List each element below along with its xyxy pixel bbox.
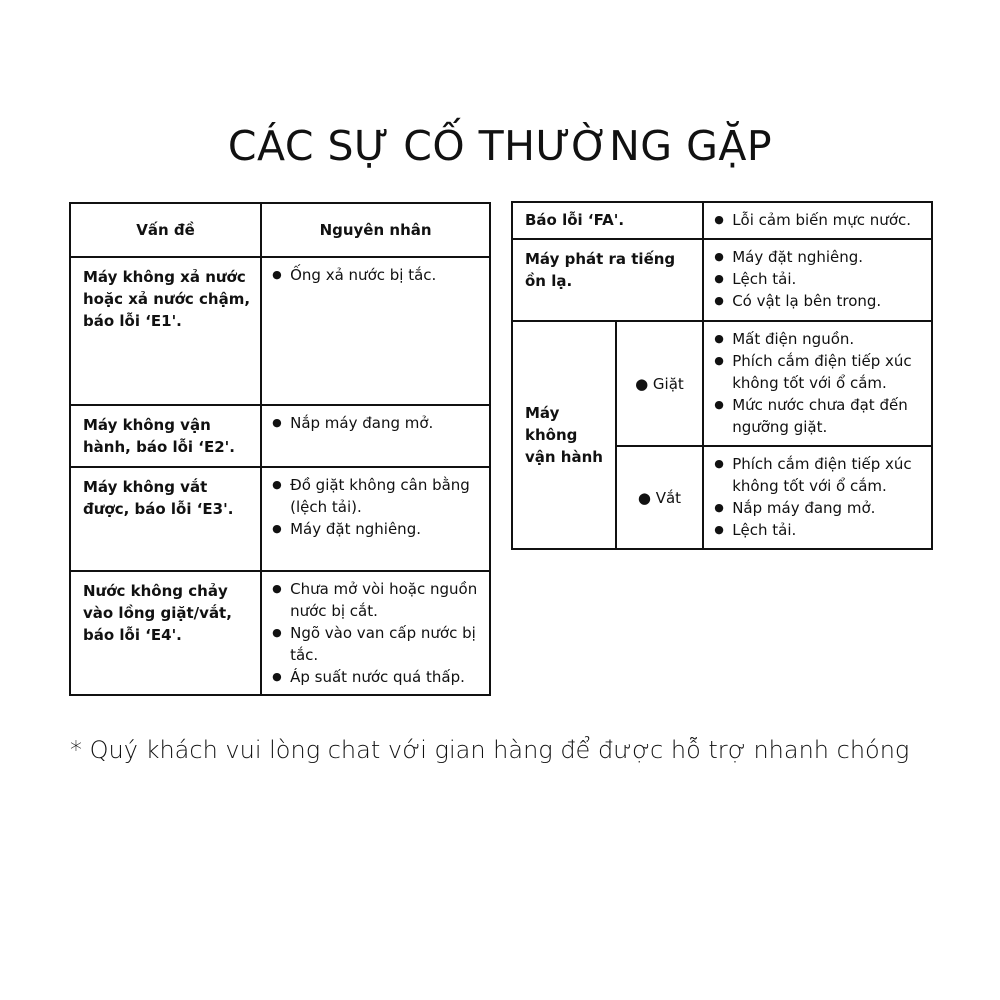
- cause-item: ● Nắp máy đang mở.: [714, 497, 923, 519]
- cause-item: ● Máy đặt nghiêng.: [272, 518, 481, 540]
- cause-item: ● Mức nước chưa đạt đến ngưỡng giặt.: [714, 394, 923, 438]
- cause-cell: [703, 446, 932, 549]
- cause-item: ● Mất điện nguồn.: [714, 328, 923, 350]
- header-cause: Nguyên nhân: [261, 203, 490, 257]
- table-row: [70, 467, 490, 571]
- cause-item: ● Lệch tải.: [714, 519, 923, 541]
- table-row: [70, 257, 490, 405]
- problem-cell: Nước không chảy vào lồng giặt/vắt, báo lỗi ‘E4'.: [70, 571, 261, 695]
- cause-item: ● Phích cắm điện tiếp xúc không tốt với ổ cắm.: [714, 350, 923, 394]
- table-row: [512, 321, 932, 446]
- cause-cell: [703, 239, 932, 321]
- cause-item: ● Nắp máy đang mở.: [272, 412, 481, 434]
- problem-cell: Máy phát ra tiếng ồn lạ.: [512, 239, 703, 321]
- cause-item: ● Có vật lạ bên trong.: [714, 290, 923, 312]
- problem-cell: Báo lỗi ‘FA'.: [512, 202, 703, 239]
- problem-cell: Máy không xả nước hoặc xả nước chậm, báo lỗi ‘E1'.: [70, 257, 261, 405]
- page-title: CÁC SỰ CỐ THƯỜNG GẶP: [227, 122, 773, 170]
- cause-item: ● Đồ giặt không cân bằng (lệch tải).: [272, 474, 481, 518]
- table-row: [512, 239, 932, 321]
- table-header-row: [70, 203, 490, 257]
- header-problem: Vấn đề: [70, 203, 261, 257]
- footnote: * Quý khách vui lòng chat với gian hàng để được hỗ trợ nhanh chóng: [70, 736, 910, 764]
- cause-item: ● Máy đặt nghiêng.: [714, 246, 923, 268]
- right-troubleshooting-table: [511, 201, 933, 550]
- problem-cell: Máy không vắt được, báo lỗi ‘E3'.: [70, 467, 261, 571]
- cause-item: ● Phích cắm điện tiếp xúc không tốt với ổ cắm.: [714, 453, 923, 497]
- problem-cell: Máy không vận hành, báo lỗi ‘E2'.: [70, 405, 261, 467]
- cause-cell: [261, 405, 490, 467]
- cause-cell: [261, 257, 490, 405]
- cause-cell: [261, 467, 490, 571]
- cause-item: ● Ống xả nước bị tắc.: [272, 264, 481, 286]
- cause-item: ● Lệch tải.: [714, 268, 923, 290]
- table-row: [512, 202, 932, 239]
- problem-cell: Máy không vận hành: [512, 321, 616, 549]
- cause-cell: [703, 202, 932, 239]
- cause-item: ● Chưa mở vòi hoặc nguồn nước bị cắt.: [272, 578, 481, 622]
- cause-cell: [703, 321, 932, 446]
- table-row: [70, 571, 490, 695]
- cause-item: ● Áp suất nước quá thấp.: [272, 666, 481, 688]
- table-row: [70, 405, 490, 467]
- spin-label: ● Vắt: [616, 446, 703, 549]
- cause-cell: [261, 571, 490, 695]
- left-troubleshooting-table: [69, 202, 491, 696]
- cause-item: ● Ngõ vào van cấp nước bị tắc.: [272, 622, 481, 666]
- wash-label: ● Giặt: [616, 321, 703, 446]
- cause-item: ● Lỗi cảm biến mực nước.: [714, 209, 923, 231]
